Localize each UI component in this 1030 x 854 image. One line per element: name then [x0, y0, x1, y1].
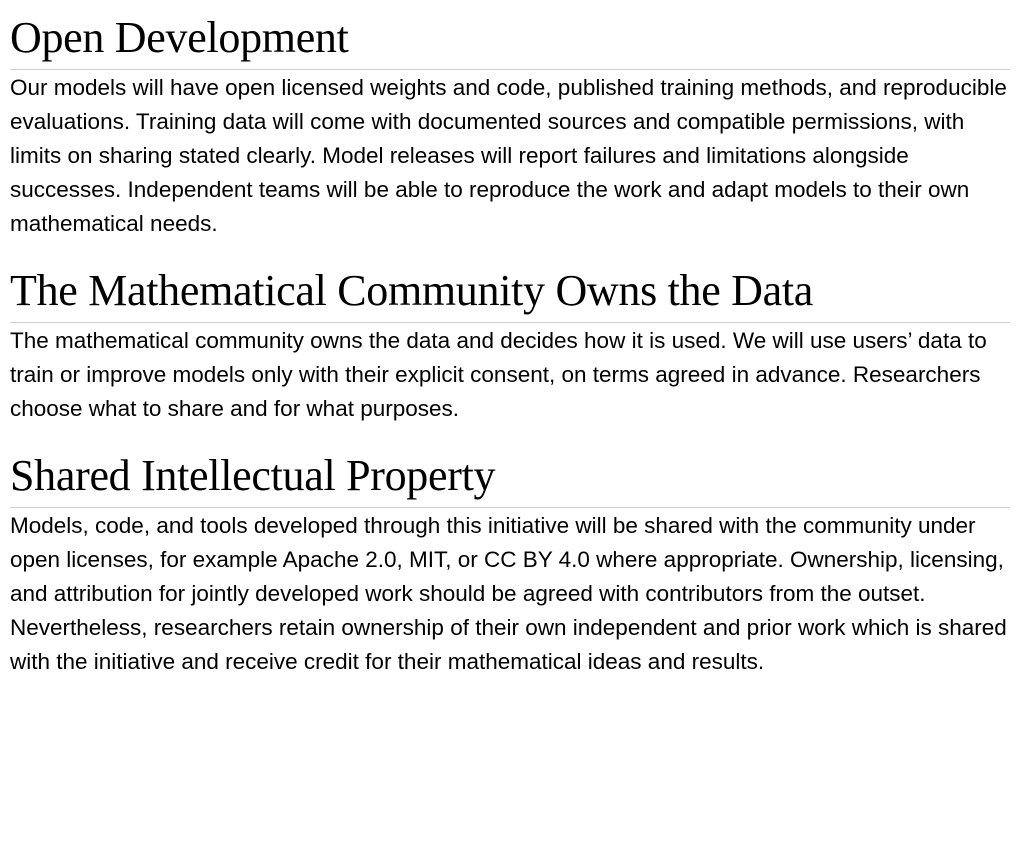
section-open-development [10, 0, 1010, 241]
section-heading: Shared Intellectual Property [10, 451, 496, 500]
section-heading: Open Development [10, 13, 349, 62]
section-shared-intellectual-property [10, 426, 1010, 679]
section-heading: The Mathematical Community Owns the Data [10, 266, 814, 315]
section-paragraph: Models, code, and tools developed through this initiative will be shared with the community under open licenses, for example Apache 2.0, MIT, or CC BY 4.0 where appropriate. Ownership, licensing, and attribution for jointly developed work should be agreed with contributors from the outset. Nevertheless, researchers retain ownership of their own independent and prior work which is shared with the initiative and receive credit for their mathematical ideas and results. [10, 513, 1007, 674]
section-paragraph: The mathematical community owns the data and decides how it is used. We will use users’ data to train or improve models only with their explicit consent, on terms agreed in advance. Researchers choose what to share and for what purposes. [10, 328, 987, 421]
section-community-owns-data [10, 241, 1010, 426]
section-paragraph: Our models will have open licensed weights and code, published training methods, and reproducible evaluations. Training data will come with documented sources and compatible permissions, with limits on sharing stated clearly. Model releases will report failures and limitations alongside successes. Independent teams will be able to reproduce the work and adapt models to their own mathematical needs. [10, 75, 1007, 236]
section-divider [10, 507, 1010, 508]
section-divider [10, 322, 1010, 323]
document [10, 0, 1010, 679]
section-divider [10, 69, 1010, 70]
